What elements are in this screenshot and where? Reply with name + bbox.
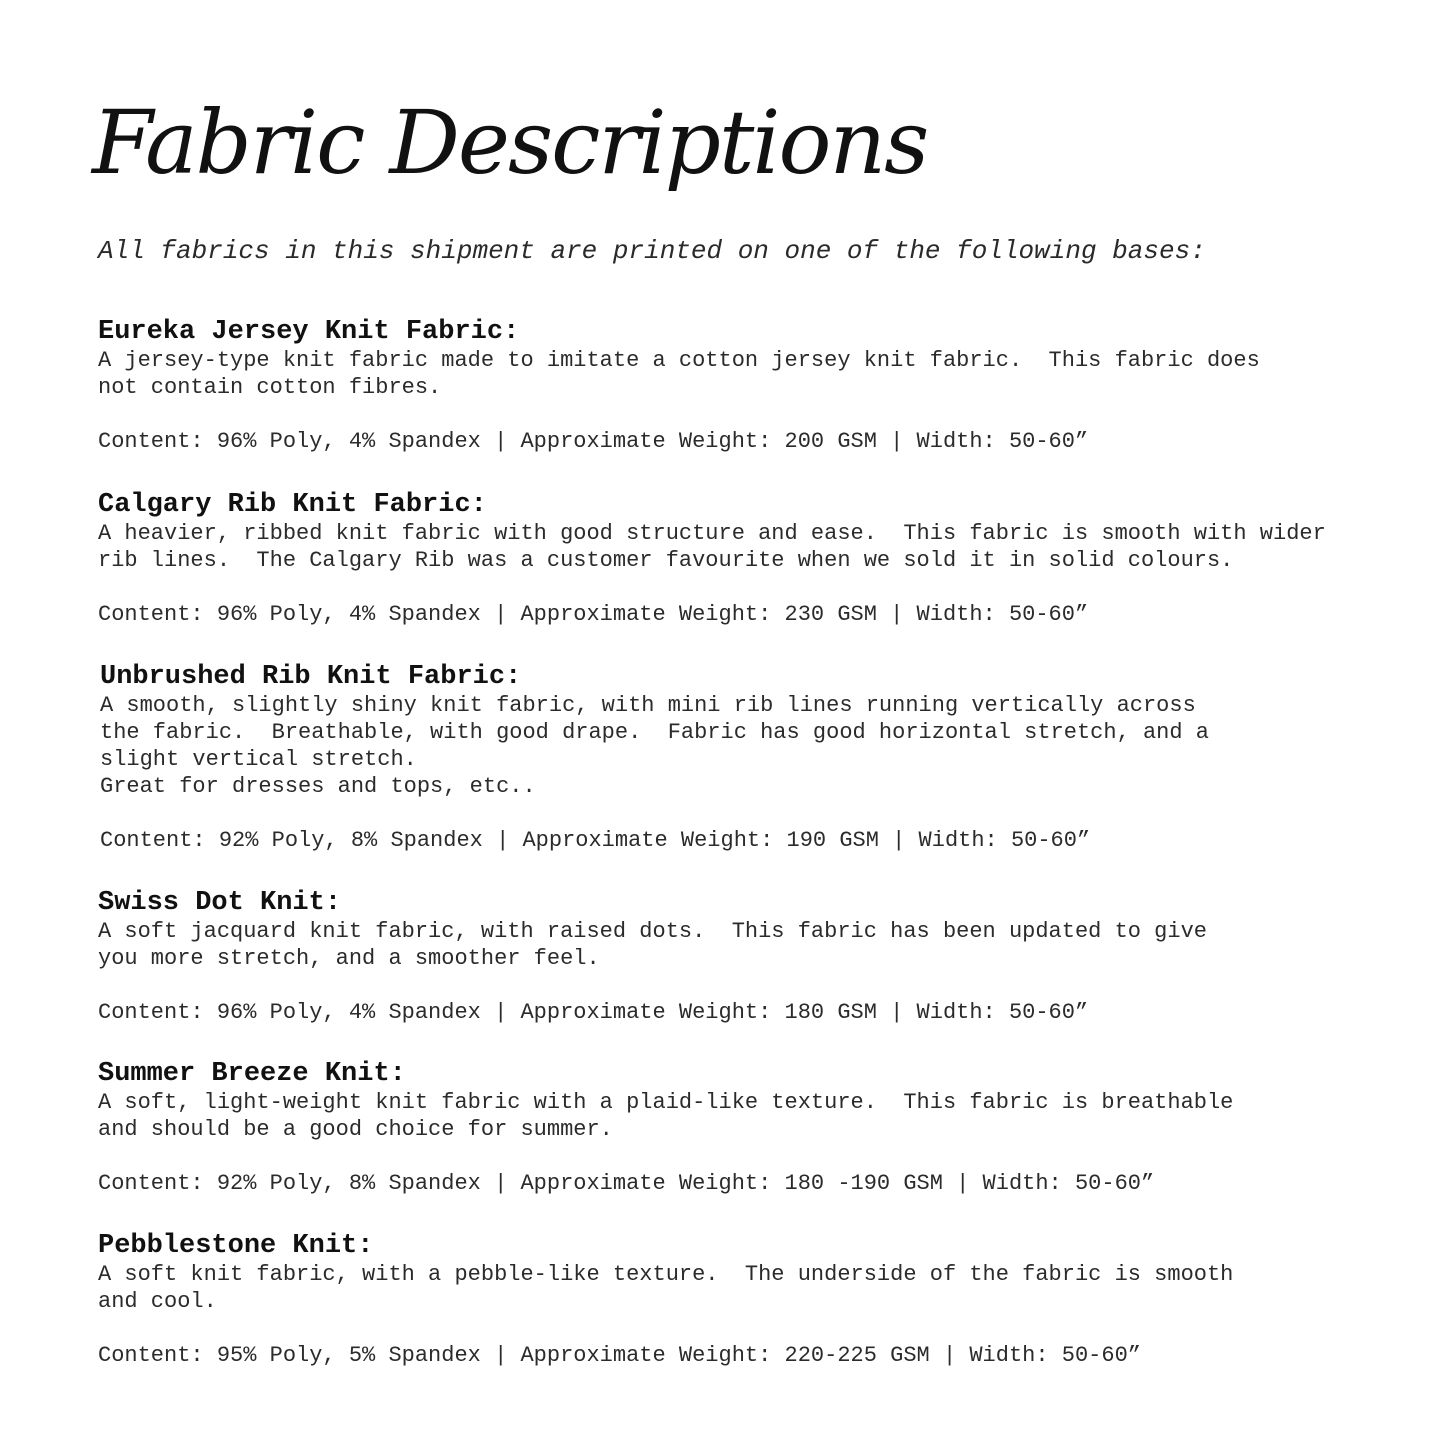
fabric-description: A soft knit fabric, with a pebble-like texture. The underside of the fabric is smooth and cool. (98, 1262, 1234, 1314)
fabric-name: Calgary Rib Knit Fabric: (98, 490, 487, 520)
fabric-section-pebblestone (98, 1231, 1418, 1369)
fabric-specs: Content: 92% Poly, 8% Spandex | Approximate Weight: 190 GSM | Width: 50-60” (100, 828, 1091, 853)
fabric-specs: Content: 96% Poly, 4% Spandex | Approximate Weight: 180 GSM | Width: 50-60” (98, 1000, 1089, 1025)
fabric-section-eureka (98, 317, 1418, 455)
fabric-description: A smooth, slightly shiny knit fabric, with mini rib lines running vertically across the fabric. Breathable, with good drape. Fabric has good horizontal stretch, and a slight vertical stretch. Great for dresses and tops, etc.. (100, 693, 1209, 799)
fabric-specs: Content: 92% Poly, 8% Spandex | Approximate Weight: 180 -190 GSM | Width: 50-60” (98, 1171, 1155, 1196)
fabric-description: A jersey-type knit fabric made to imitate a cotton jersey knit fabric. This fabric does not contain cotton fibres. (98, 348, 1260, 400)
fabric-section-swiss-dot (98, 888, 1418, 1026)
fabric-description: A soft, light-weight knit fabric with a plaid-like texture. This fabric is breathable and should be a good choice for summer. (98, 1090, 1234, 1142)
fabric-specs: Content: 96% Poly, 4% Spandex | Approximate Weight: 200 GSM | Width: 50-60” (98, 429, 1089, 454)
page-title: Fabric Descriptions (92, 91, 928, 194)
fabric-name: Pebblestone Knit: (98, 1231, 374, 1261)
fabric-specs: Content: 96% Poly, 4% Spandex | Approximate Weight: 230 GSM | Width: 50-60” (98, 602, 1089, 627)
fabric-name: Summer Breeze Knit: (98, 1059, 406, 1089)
fabric-section-summer-breeze (98, 1059, 1418, 1197)
fabric-description: A soft jacquard knit fabric, with raised dots. This fabric has been updated to give you more stretch, and a smoother feel. (98, 919, 1207, 971)
fabric-description: A heavier, ribbed knit fabric with good structure and ease. This fabric is smooth with wider rib lines. The Calgary Rib was a customer favourite when we sold it in solid colours. (98, 521, 1326, 573)
fabric-name: Eureka Jersey Knit Fabric: (98, 317, 520, 347)
fabric-specs: Content: 95% Poly, 5% Spandex | Approximate Weight: 220-225 GSM | Width: 50-60” (98, 1343, 1141, 1368)
fabric-section-calgary (98, 490, 1418, 628)
fabric-section-unbrushed-rib (100, 662, 1420, 854)
fabric-name: Swiss Dot Knit: (98, 888, 342, 918)
intro-text: All fabrics in this shipment are printed on one of the following bases: (98, 236, 1206, 266)
fabric-name: Unbrushed Rib Knit Fabric: (100, 662, 522, 692)
